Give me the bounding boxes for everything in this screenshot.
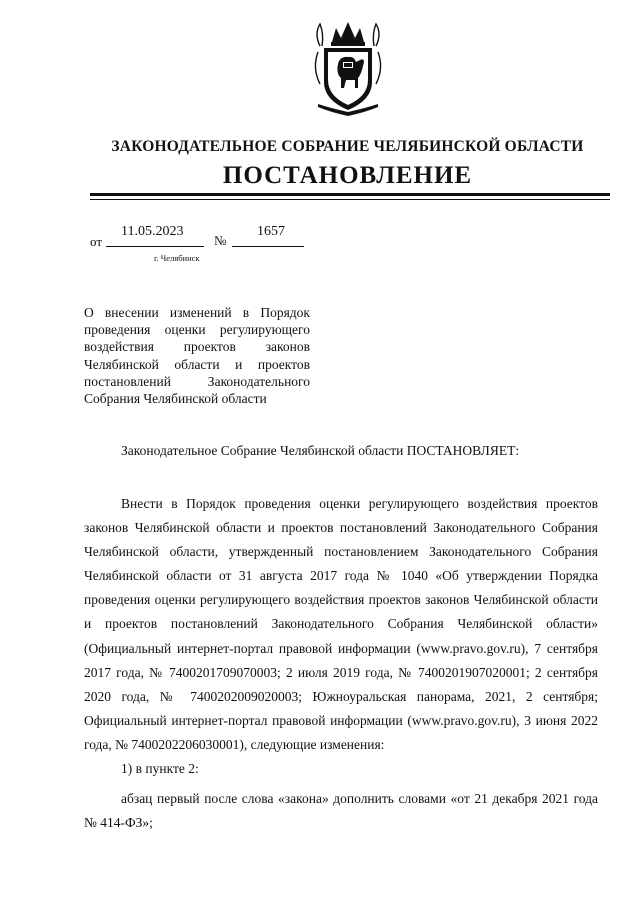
date-underline	[106, 246, 204, 247]
document-type-title: ПОСТАНОВЛЕНИЕ	[222, 162, 473, 189]
number-label: №	[214, 233, 227, 248]
body-paragraph: Внести в Порядок проведения оценки регулирующего воздействия проектов законов Челябинской области и проектов постановлений Законодательного Собрания Челябинской области, утвержденный постановлением Законодательного Собрания Челябинской области от 31 августа 2017 года № 1040 «Об утверждении Порядка проведения оценки регулирующего воздействия проектов законов Челябинской области и проектов постановлений Законодательного Собрания Челябинской области» (Официальный интернет-портал правовой информации (www.pravo.gov.ru), 7 сентября 2017 года, № 7400201709070003; 2 июля 2019 года, № 7400201907020001; 2 сентября 2020 года, № 7400202009020003; Южноуральская панорама, 2021, 2 сентября; Официальный интернет-портал правовой информации (www.pravo.gov.ru), 3 июня 2022 года, № 7400202206030001), следующие изменения:	[84, 496, 598, 752]
list-item-1-text: абзац первый после слова «закона» дополнить словами «от 21 декабря 2021 года № 414-ФЗ»;	[84, 791, 598, 831]
document-subject: О внесении изменений в Порядок проведения оценки регулирующего воздействия проектов законов Челябинской области и проектов постановлений Законодательного Собрания Челябинской области	[84, 305, 310, 407]
decree-intro: Законодательное Собрание Челябинской области ПОСТАНОВЛЯЕТ:	[121, 443, 520, 458]
document-number: 1657	[257, 224, 285, 239]
number-underline	[232, 246, 304, 247]
document-date: 11.05.2023	[121, 224, 184, 239]
date-from-label: от	[90, 234, 103, 249]
header-divider-thin	[90, 199, 610, 200]
city-label: г. Челябинск	[154, 253, 200, 263]
organization-title: ЗАКОНОДАТЕЛЬНОЕ СОБРАНИЕ ЧЕЛЯБИНСКОЙ ОБЛАСТИ	[111, 138, 584, 155]
chelyabinsk-coat-of-arms-icon	[310, 12, 386, 116]
header-divider-thick	[90, 193, 610, 196]
list-item-1: 1) в пункте 2:	[121, 761, 199, 776]
